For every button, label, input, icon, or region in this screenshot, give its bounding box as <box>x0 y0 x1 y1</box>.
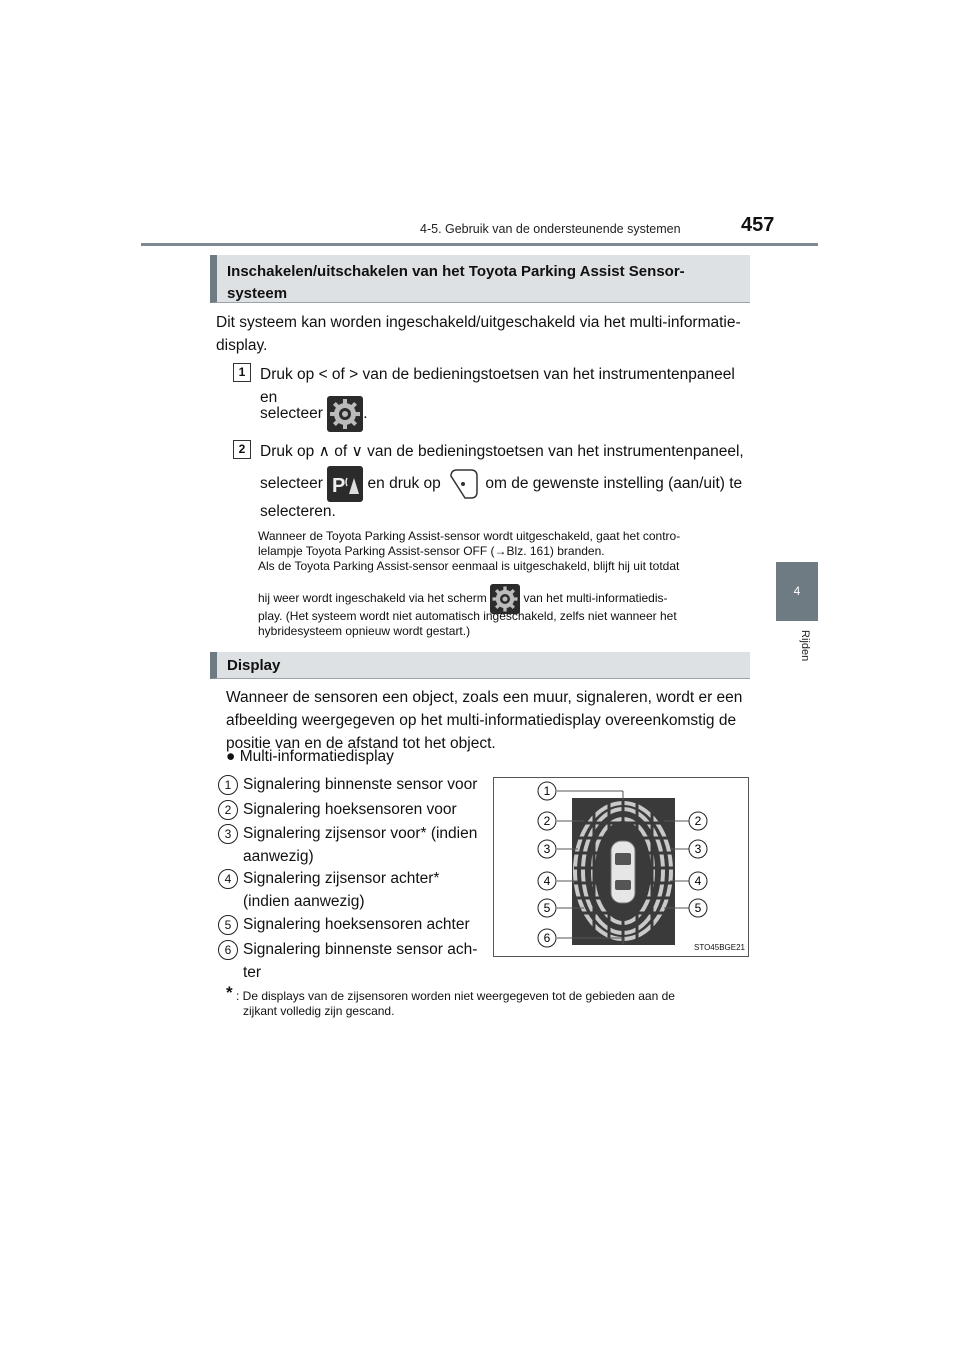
step-2-select-label: selecteer <box>260 475 323 493</box>
sensor-item-number: 4 <box>218 869 238 889</box>
footnote-line-1: : De displays van de zijsensoren worden niet weergegeven tot de gebieden aan de <box>236 989 675 1003</box>
step-1-end: . <box>363 405 368 423</box>
figure-code: STO45BGE21 <box>694 943 745 952</box>
step-2-press-label: en druk op <box>367 475 441 493</box>
step-2-line3: selecteren. <box>260 503 336 520</box>
sensor-item-text: Signalering zijsensor achter* <box>243 870 440 887</box>
chapter-tab-label: Rijden <box>799 630 811 662</box>
sensor-item-number: 2 <box>218 800 238 820</box>
sensor-item-text: Signalering binnenste sensor ach- <box>243 941 478 958</box>
svg-text:P: P <box>332 475 346 497</box>
note-line-3: Als de Toyota Parking Assist-sensor eenmaal is uitgeschakeld, blijft hij uit totdat <box>258 559 680 573</box>
enter-button-icon <box>445 466 481 502</box>
figure-label: 4 <box>694 874 702 888</box>
sensor-item-number: 5 <box>218 915 238 935</box>
section-title: 4-5. Gebruik van de ondersteunende systemen <box>420 222 681 236</box>
note-line-4-end: van het multi-informatiedis- <box>523 591 668 606</box>
sensor-item-text-cont: (indien aanwezig) <box>243 893 365 910</box>
sensor-diagram <box>494 778 748 956</box>
bullet-multi-info <box>226 745 394 768</box>
bullet-label: Multi-informatiedisplay <box>239 748 394 765</box>
bullet-dot: ● <box>226 748 236 765</box>
section2-intro: Wanneer de sensoren een object, zoals een muur, signaleren, wordt er een afbeelding weergegeven op het multi-informatiedisplay overeenkomstig de positie van en de afstand tot het object. <box>226 689 743 752</box>
step-2-line2 <box>260 466 750 502</box>
note-line-1: Wanneer de Toyota Parking Assist-sensor wordt uitgeschakeld, gaat het contro- <box>258 529 681 543</box>
sensor-item-text: Signalering zijsensor voor* (indien <box>243 825 478 842</box>
step-1-select-label: selecteer <box>260 405 323 423</box>
figure-label: 3 <box>543 842 551 856</box>
note-line-4-start: hij weer wordt ingeschakeld via het scherm <box>258 591 487 606</box>
footnote-line-2: zijkant volledig zijn gescand. <box>243 1004 395 1018</box>
note-line-6: hybridesysteem opnieuw wordt gestart.) <box>258 624 471 638</box>
sensor-item-text: Signalering hoeksensoren voor <box>243 801 457 818</box>
step-1-badge: 1 <box>233 363 251 382</box>
step-2-line1: Druk op ∧ of ∨ van de bedieningstoetsen van het instrumentenpaneel, <box>260 443 744 460</box>
footnote-mark: * <box>226 983 233 1002</box>
sensor-item-number: 6 <box>218 940 238 960</box>
settings-gear-icon <box>327 396 363 432</box>
page-number: 457 <box>741 214 775 236</box>
figure-label: 6 <box>543 931 551 945</box>
note-line-2: lelampje Toyota Parking Assist-sensor OFF (→Blz. 161) branden. <box>258 544 605 558</box>
figure-label: 1 <box>543 784 551 798</box>
sensor-item-text-cont: aanwezig) <box>243 848 314 865</box>
section-heading-display: Display <box>210 652 750 679</box>
sensor-item-text: Signalering binnenste sensor voor <box>243 776 478 793</box>
sensor-item-number: 1 <box>218 775 238 795</box>
sensor-item-number: 3 <box>218 824 238 844</box>
figure-label: 4 <box>543 874 551 888</box>
step-1-line2 <box>260 396 368 432</box>
section1-intro: Dit systeem kan worden ingeschakeld/uitgeschakeld via het multi-informatie-display. <box>216 314 741 354</box>
parking-sensor-figure <box>493 777 749 957</box>
header-rule <box>141 243 818 246</box>
figure-label: 2 <box>543 814 551 828</box>
step-1-line1: Druk op < of > van de bedieningstoetsen van het instrumentenpaneel en <box>260 366 735 406</box>
chapter-tab: 4 <box>776 562 818 621</box>
step-2-badge: 2 <box>233 440 251 459</box>
step-2-rest: om de gewenste instelling (aan/uit) te <box>485 475 743 493</box>
figure-label: 5 <box>543 901 551 915</box>
sensor-item-text: Signalering hoeksensoren achter <box>243 916 470 933</box>
sensor-item-text-cont: ter <box>243 964 262 981</box>
figure-label: 2 <box>694 814 702 828</box>
parking-sensor-icon <box>327 466 363 502</box>
section-heading-switch: Inschakelen/uitschakelen van het Toyota Parking Assist Sensor-systeem <box>210 255 750 303</box>
note-line-5: play. (Het systeem wordt niet automatisch ingeschakeld, zelfs niet wanneer het <box>258 609 677 623</box>
figure-label: 3 <box>694 842 702 856</box>
figure-label: 5 <box>694 901 702 915</box>
